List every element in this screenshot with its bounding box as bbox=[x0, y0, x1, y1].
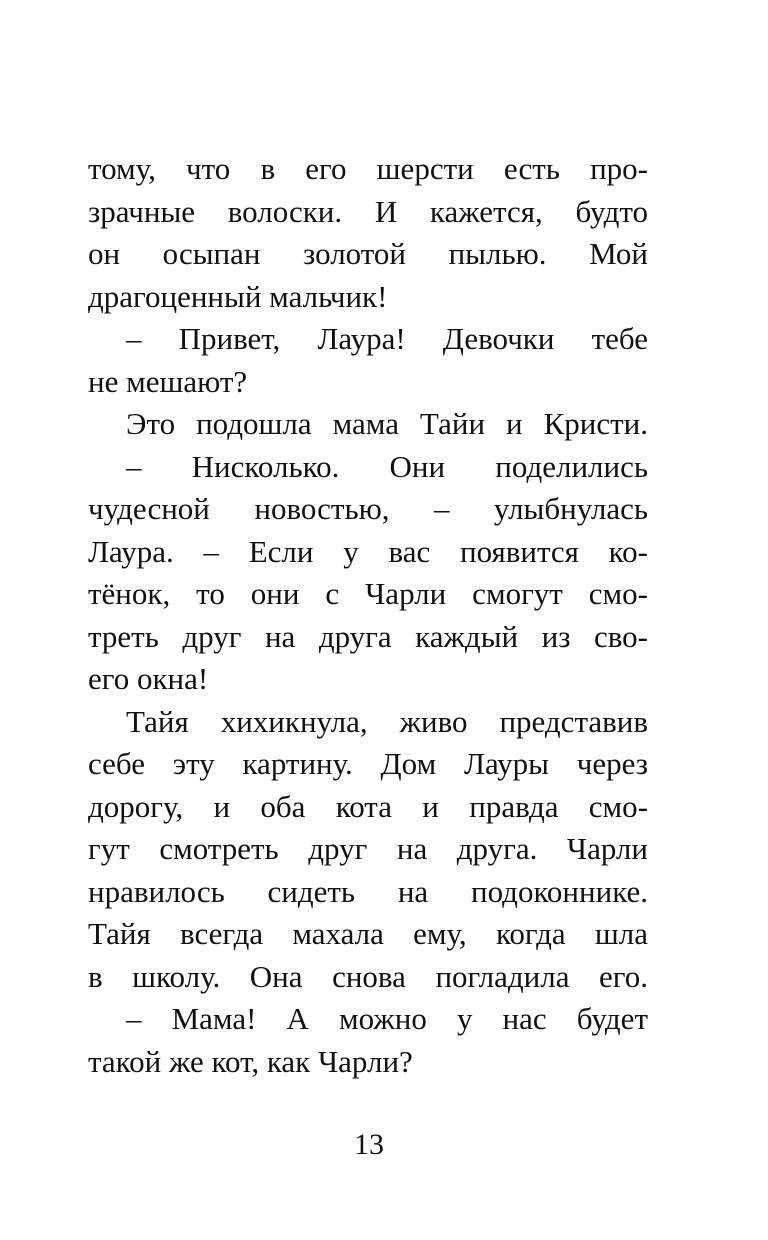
text-line: – Нисколько. Они поделились bbox=[126, 448, 648, 484]
text-line: зрачные волоски. И кажется, будто bbox=[88, 193, 648, 229]
text-line: чудесной новостью, – улыбнулась bbox=[88, 491, 648, 526]
text-line: тому, что в его шерсти есть про- bbox=[88, 151, 648, 186]
text-line: такой же кот, как Чарли? bbox=[88, 1043, 413, 1079]
text-line: Лаура. – Если у вас появится ко- bbox=[88, 533, 648, 569]
text-line: не мешают? bbox=[88, 363, 248, 399]
text-line: его окна! bbox=[88, 661, 209, 696]
text-line: треть друг на друга каждый из сво- bbox=[88, 618, 648, 654]
text-line: Тайя всегда махала ему, когда шла bbox=[88, 916, 648, 951]
text-line: он осыпан золотой пылью. Мой bbox=[88, 236, 648, 271]
text-line: драгоценный мальчик! bbox=[88, 278, 388, 314]
text-line: дорогу, и оба кота и правда смо- bbox=[88, 788, 648, 824]
text-line: гут смотреть друг на друга. Чарли bbox=[88, 831, 648, 866]
text-line: себе эту картину. Дом Лауры через bbox=[88, 746, 648, 781]
text-line: Это подошла мама Тайи и Кристи. bbox=[126, 406, 648, 441]
text-line: нравилось сидеть на подоконнике. bbox=[88, 873, 648, 909]
text-line: – Мама! А можно у нас будет bbox=[126, 1001, 648, 1036]
text-line: в школу. Она снова погладила его. bbox=[88, 958, 648, 994]
body-text bbox=[88, 148, 648, 1083]
page-number: 13 bbox=[354, 1128, 384, 1161]
text-line: Тайя хихикнула, живо представив bbox=[126, 703, 648, 739]
text-line: – Привет, Лаура! Девочки тебе bbox=[126, 321, 648, 356]
text-line: тёнок, то они с Чарли смогут смо- bbox=[88, 576, 648, 611]
